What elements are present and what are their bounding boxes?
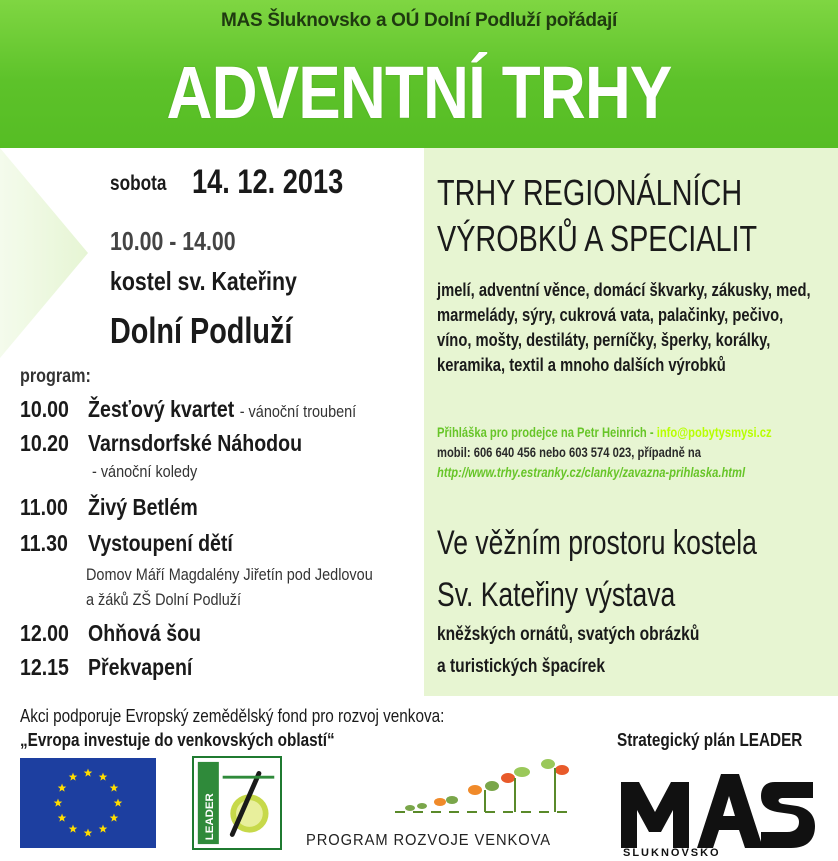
- product-line: keramika, textil a mnoho dalších výrobků: [437, 355, 726, 375]
- strategic-plan-label: Strategický plán LEADER: [617, 730, 803, 750]
- program-item: [20, 430, 303, 457]
- mobile-suffix: , případně na: [631, 444, 701, 460]
- program-time: 12.15: [20, 654, 69, 680]
- exhibition-line: a turistických špacírek: [437, 656, 606, 677]
- program-title: Ohňová šou: [88, 620, 201, 646]
- product-line: jmelí, adventní věnce, domácí škvarky, zákusky, med,: [437, 280, 811, 300]
- program-title-text: Žesťový kvartet: [88, 396, 235, 422]
- program-time: 10.00: [20, 396, 69, 422]
- eu-flag-icon: [20, 758, 156, 848]
- market-title: [437, 170, 757, 262]
- program-item: [20, 654, 193, 681]
- event-town: Dolní Podluží: [110, 310, 293, 351]
- header-banner: [0, 0, 838, 148]
- eu-slogan: „Evropa investuje do venkovských oblastí“: [20, 730, 335, 750]
- program-note: - vánoční troubení: [239, 402, 357, 421]
- market-title-line: TRHY REGIONÁLNÍCH: [437, 172, 743, 213]
- event-place: kostel sv. Kateřiny: [110, 266, 297, 296]
- leader-logo-text: LEADER: [204, 793, 217, 841]
- apply-line: [437, 422, 821, 442]
- apply-prefix: Přihláška pro prodejce na Petr Heinrich -: [437, 424, 657, 440]
- program-title: Překvapení: [88, 654, 193, 680]
- exhibition-line: kněžských ornátů, svatých obrázků: [437, 624, 700, 645]
- mobile-mid: nebo: [536, 444, 569, 460]
- program-item: [20, 620, 201, 647]
- application-url-link[interactable]: http://www.trhy.estranky.cz/clanky/zavazna-prihlaska.html: [437, 464, 746, 480]
- mas-logo-text: ŠLUKNOVSKO: [623, 847, 721, 858]
- program-title: [88, 396, 356, 423]
- mobile-number: 603 574 023: [568, 444, 632, 460]
- leader-logo: [192, 756, 282, 850]
- program-item: [20, 396, 357, 423]
- program-time: 11.00: [20, 494, 68, 520]
- program-time: 10.20: [20, 430, 69, 456]
- product-line: víno, mošty, destiláty, perníčky, šperky, korálky,: [437, 330, 771, 350]
- program-note: Domov Máří Magdalény Jiřetín pod Jedlovou: [86, 565, 373, 584]
- program-label: program:: [20, 366, 91, 387]
- program-item: [20, 494, 198, 521]
- email-link[interactable]: info@pobytysmysi.cz: [656, 424, 772, 440]
- program-item: [20, 530, 233, 557]
- exhibition-line: Sv. Kateřiny výstava: [437, 576, 676, 614]
- program-rozvoje-venkova-text: PROGRAM ROZVOJE VENKOVA: [306, 832, 551, 849]
- program-note: a žáků ZŠ Dolní Podluží: [86, 590, 242, 609]
- vendor-application: [437, 422, 821, 482]
- program-title: Varnsdorfské Náhodou: [88, 430, 303, 456]
- support-text: Akci podporuje Evropský zemědělský fond pro rozvoj venkova:: [20, 706, 445, 726]
- mobile-prefix: mobil:: [437, 444, 474, 460]
- event-date: [110, 163, 344, 201]
- product-list: [437, 278, 822, 378]
- date-value: 14. 12. 2013: [192, 163, 344, 201]
- day-label: sobota: [110, 172, 167, 195]
- event-time: 10.00 - 14.00: [110, 226, 236, 256]
- mobile-line: [437, 442, 821, 462]
- program-title: Vystoupení dětí: [88, 530, 233, 556]
- organizers-line: MAS Šluknovsko a OÚ Dolní Podluží pořádají: [221, 10, 617, 31]
- program-time: 11.30: [20, 530, 68, 556]
- program-title: Živý Betlém: [88, 494, 198, 520]
- program-note: - vánoční koledy: [92, 462, 198, 481]
- mas-sluknovsko-logo: [615, 752, 820, 858]
- product-line: marmelády, sýry, cukrová vata, palačinky, pečivo,: [437, 305, 784, 325]
- market-title-line: VÝROBKŮ A SPECIALIT: [437, 218, 758, 259]
- mobile-number: 606 640 456: [473, 444, 536, 460]
- main-title: ADVENTNÍ TRHY: [166, 51, 672, 134]
- exhibition-line: Ve věžním prostoru kostela: [437, 524, 757, 562]
- program-time: 12.00: [20, 620, 69, 646]
